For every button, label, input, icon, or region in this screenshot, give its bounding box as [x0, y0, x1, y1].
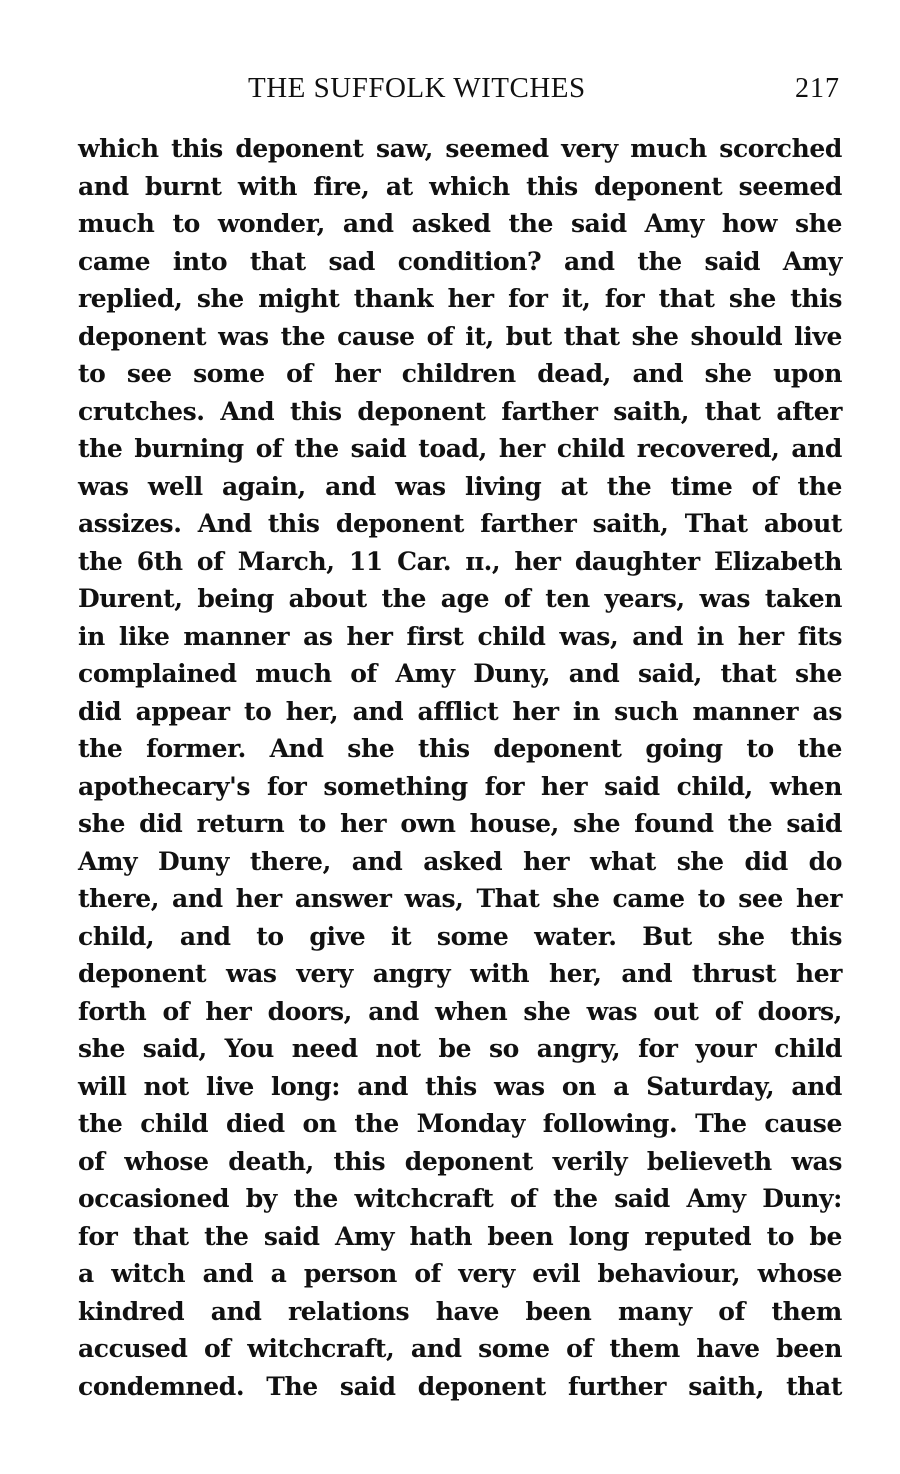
- text-line: child, and to give it some water. But she this: [78, 921, 842, 951]
- text-line: the child died on the Monday following. The cause: [78, 1109, 842, 1138]
- text-line: apothecary's for something for her said child, when: [78, 771, 842, 801]
- text-line: accused of witchcraft, and some of them have been: [78, 1334, 842, 1363]
- page-number: 217: [795, 73, 840, 104]
- text-line: complained much of Amy Duny, and said, that she: [78, 659, 842, 688]
- text-line: will not live long: and this was on a Saturday, and: [78, 1071, 842, 1101]
- text-line: for that the said Amy hath been long reputed to be: [78, 1221, 842, 1251]
- text-line: did appear to her, and afflict her in such manner as: [78, 696, 842, 726]
- text-line: condemned. The said deponent further saith, that: [78, 1371, 842, 1401]
- text-line: she said, You need not be so angry, for your child: [78, 1034, 842, 1063]
- text-line: Amy Duny there, and asked her what she did do: [78, 846, 842, 876]
- text-line: much to wonder, and asked the said Amy how she: [78, 209, 842, 238]
- text-line: which this deponent saw, seemed very much scorched: [78, 134, 842, 163]
- text-line: was well again, and was living at the time of the: [78, 471, 842, 501]
- text-line: and burnt with fire, at which this deponent seemed: [78, 171, 842, 201]
- text-line: assizes. And this deponent farther saith, That about: [78, 509, 842, 538]
- text-line: there, and her answer was, That she came to see her: [78, 884, 842, 913]
- text-line: occasioned by the witchcraft of the said Amy Duny:: [78, 1184, 842, 1213]
- text-line: of whose death, this deponent verily believeth was: [78, 1146, 842, 1176]
- text-line: the burning of the said toad, her child recovered, and: [78, 434, 842, 463]
- running-title: THE SUFFOLK WITCHES: [248, 72, 586, 104]
- text-line: forth of her doors, and when she was out of doors,: [78, 996, 842, 1026]
- text-line: a witch and a person of very evil behaviour, whose: [78, 1259, 842, 1288]
- body-text: [78, 130, 842, 1405]
- text-line: the former. And she this deponent going to the: [78, 734, 842, 763]
- text-line: the 6th of March, 11 Car. ɪɪ., her daughter Elizabeth: [78, 546, 842, 576]
- text-line: Durent, being about the age of ten years, was taken: [78, 584, 842, 613]
- running-head: [78, 64, 842, 110]
- text-line: she did return to her own house, she found the said: [78, 809, 842, 838]
- text-line: deponent was very angry with her, and thrust her: [78, 959, 842, 988]
- text-line: kindred and relations have been many of them: [78, 1296, 842, 1326]
- text-line: replied, she might thank her for it, for that she this: [78, 284, 842, 313]
- book-page: [78, 64, 842, 1405]
- text-line: came into that sad condition? and the said Amy: [78, 246, 842, 276]
- text-line: to see some of her children dead, and she upon: [78, 359, 842, 388]
- text-line: crutches. And this deponent farther saith, that after: [78, 396, 842, 426]
- text-line: deponent was the cause of it, but that she should live: [78, 321, 842, 351]
- text-line: in like manner as her first child was, and in her fits: [78, 621, 842, 651]
